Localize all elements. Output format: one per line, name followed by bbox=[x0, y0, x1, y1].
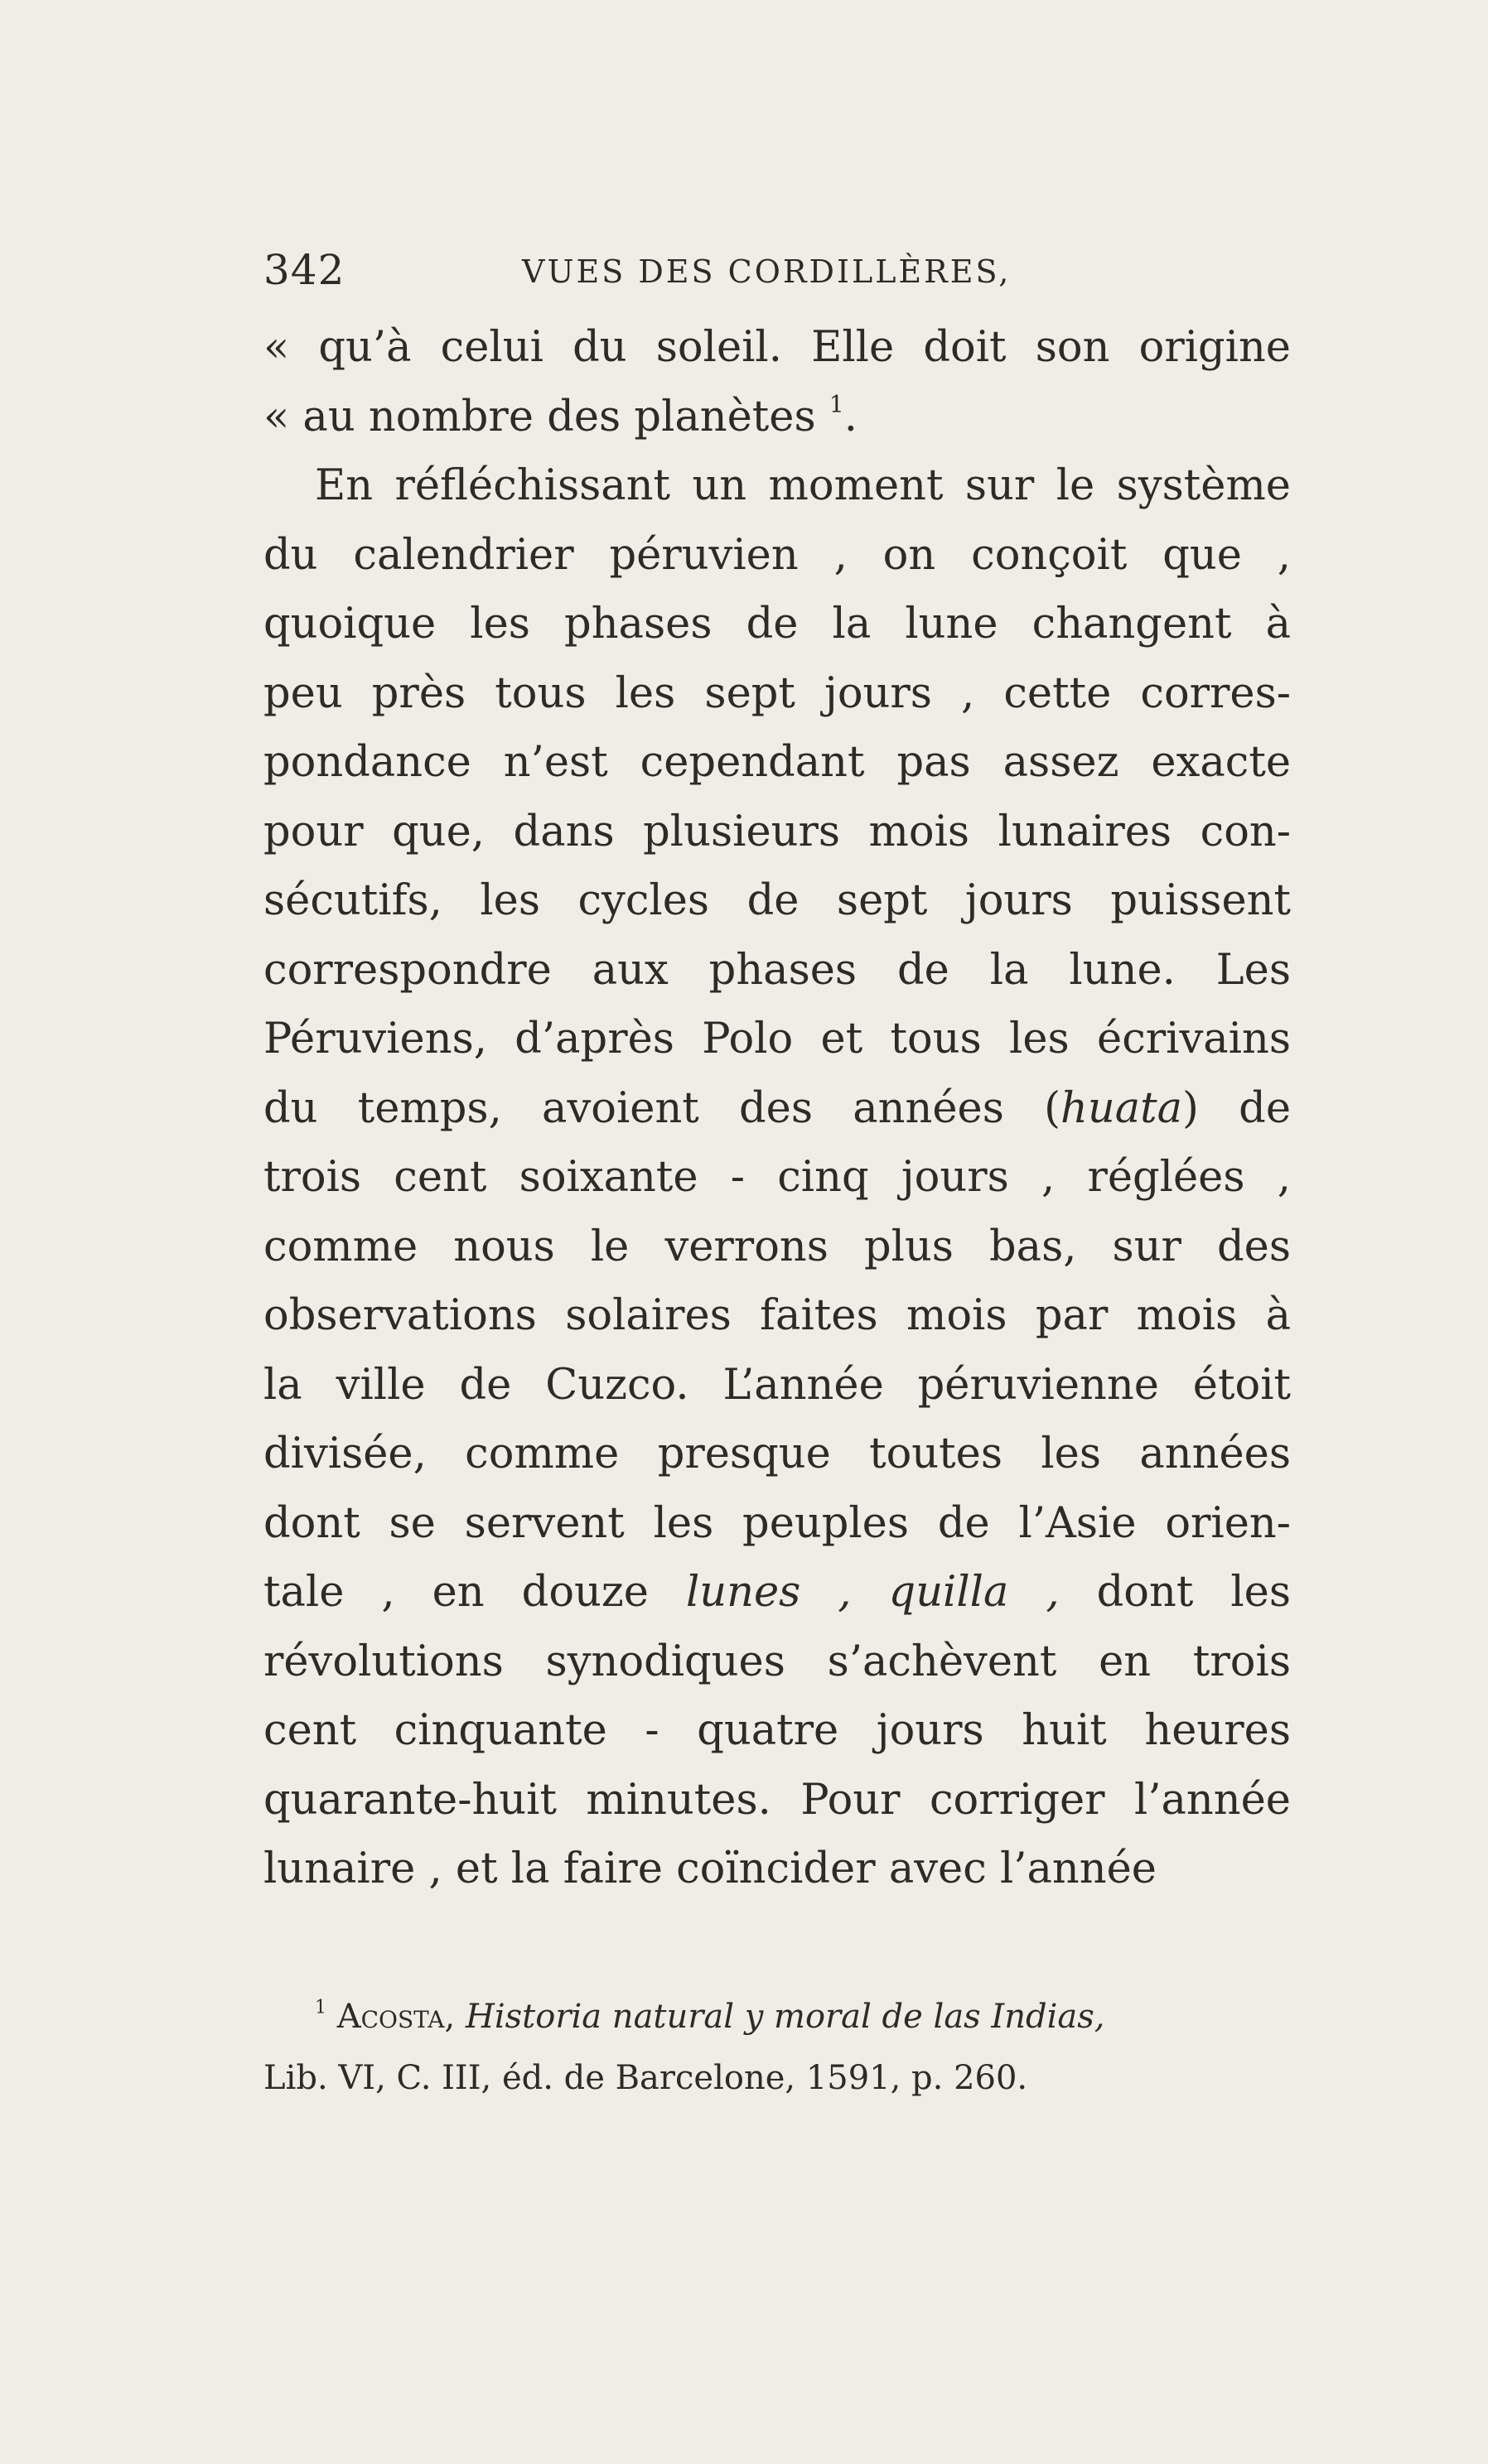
footnote-author: Acosta bbox=[336, 1998, 445, 2036]
text-line: la ville de Cuzco. L’année péruvienne étoit bbox=[263, 1360, 1291, 1410]
text-line: révolutions synodiques s’achèvent en trois bbox=[263, 1637, 1291, 1686]
text-line bbox=[263, 383, 1291, 452]
text-line: quoique les phases de la lune changent à bbox=[263, 600, 1291, 649]
text-line: correspondre aux phases de la lune. Les bbox=[263, 945, 1291, 995]
footnote-title: Historia natural y moral de las Indias, bbox=[465, 1998, 1105, 2036]
text-line: « qu’à celui du soleil. Elle doit son origine bbox=[263, 323, 1291, 372]
text-line: quarante-huit minutes. Pour corriger l’année bbox=[263, 1775, 1291, 1825]
text-segment: du temps, avoient des années ( bbox=[263, 1083, 1061, 1133]
text-line: pondance n’est cependant pas assez exacte bbox=[263, 738, 1291, 787]
footnote-punctuation: , bbox=[444, 1998, 456, 2036]
text-segment: ) de bbox=[1182, 1083, 1292, 1133]
footnote bbox=[263, 1986, 1291, 2109]
text-line: peu près tous les sept jours , cette corres- bbox=[263, 668, 1291, 718]
page-header bbox=[263, 245, 1307, 295]
running-head: VUES DES CORDILLÈRES, bbox=[522, 253, 1012, 290]
text-line: divisée, comme presque toutes les années bbox=[263, 1430, 1291, 1478]
text-line: pour que, dans plusieurs mois lunaires con- bbox=[263, 807, 1291, 856]
footnote-mark: 1 bbox=[315, 1997, 326, 2018]
footnote-reference: 1 bbox=[829, 390, 844, 418]
text-line: observations solaires faites mois par mois à bbox=[263, 1291, 1291, 1340]
page-number: 342 bbox=[263, 246, 345, 294]
text-line: cent cinquante - quatre jours huit heures bbox=[263, 1706, 1291, 1755]
text-line: lunaire , et la faire coïncider avec l’année bbox=[263, 1844, 1157, 1893]
footnote-line bbox=[263, 1986, 1291, 2047]
text-line bbox=[263, 1074, 1291, 1144]
text-line: dont se servent les peuples de l’Asie orien- bbox=[263, 1498, 1291, 1548]
italic-term: lunes , bbox=[685, 1568, 852, 1617]
italic-term: quilla , bbox=[888, 1568, 1060, 1617]
text-line: Péruviens, d’après Polo et tous les écrivains bbox=[263, 1015, 1291, 1063]
text-segment: . bbox=[843, 392, 858, 441]
text-line: trois cent soixante - cinq jours , réglées , bbox=[263, 1153, 1291, 1202]
italic-term: huata bbox=[1060, 1083, 1183, 1133]
text-segment: dont les bbox=[1096, 1568, 1291, 1617]
text-segment: tale , en douze bbox=[263, 1568, 649, 1617]
text-line: comme nous le verrons plus bas, sur des bbox=[263, 1222, 1291, 1271]
text-line: du calendrier péruvien , on conçoit que , bbox=[263, 530, 1291, 580]
text-line bbox=[263, 1558, 1291, 1627]
footnote-line: Lib. VI, C. III, éd. de Barcelone, 1591, p. 260. bbox=[263, 2059, 1028, 2097]
body-text bbox=[263, 313, 1291, 1904]
text-line: En réfléchissant un moment sur le système bbox=[315, 461, 1291, 510]
text-line: sécutifs, les cycles de sept jours puissent bbox=[263, 876, 1291, 925]
text-segment: « au nombre des planètes bbox=[263, 392, 816, 441]
